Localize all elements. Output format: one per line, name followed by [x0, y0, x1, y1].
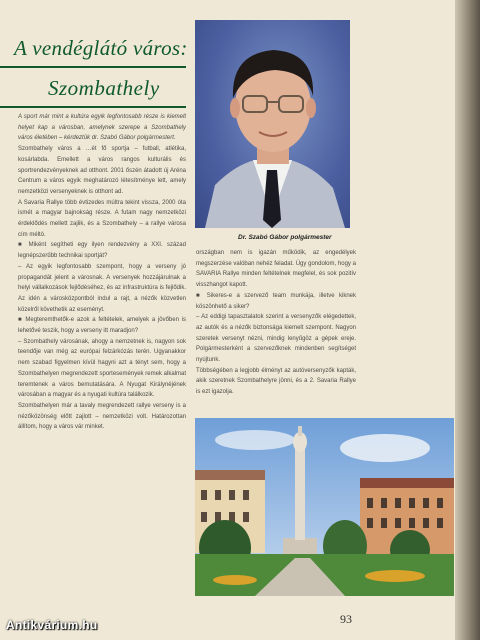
portrait-illustration	[195, 20, 350, 228]
article-title-line2: Szombathely	[48, 76, 160, 100]
portrait-caption: Dr. Szabó Gábor polgármester	[238, 234, 332, 241]
body-paragraph: – Az eddigi tapasztalatok szerint a versenyzők elégedettek, az autók és a nézők biztonsága kiemelt szempont. Nagyon szeretek versenyt nézni, mindig lenyűgöz a gépek ereje. Polgármesterként a szervezőknek mindenben segítséget nyújtunk.	[196, 314, 356, 364]
body-paragraph: Szombathely város a …ét fő sportja – futball, atlétika, kosárlabda. Emellett a város rangos kulturális és sportrendezvényeknek ad otthont. 2001 őszén átadott új Aréna Centrum a város egyik meghatározó létesítménye lett, amely nemzetközi versenyeknek is otthont ad.	[18, 146, 186, 195]
article-column-right	[196, 248, 356, 413]
body-paragraph: A Savaria Rallye több évtizedes múltra tekint vissza, 2000 óta ismét a magyar bajnokság része. A futam nagy nemzetközi érdeklődés mellett zajlik, és a Szombathely – a rallye városa cím méltó.	[18, 199, 186, 238]
body-paragraph: Többségében a legjobb élményt az autóversenyzők kapták, akik szeretnek Szombathelyre jönni, és a 2. Savaria Rallye is ezt igazolja.	[196, 367, 356, 396]
city-square-photo	[195, 418, 454, 596]
interview-question: ■ Sikeres-e a szervező team munkája, illetve kiknek köszönhető a siker?	[196, 292, 356, 310]
interview-question: ■ Miként segítheti egy ilyen rendezvény a XXI. század legnépszerűbb technikai sportját?	[18, 242, 186, 260]
article-title-line1: A vendéglátó város:	[14, 36, 188, 60]
title-divider	[0, 106, 186, 108]
book-gutter	[455, 0, 480, 640]
portrait-photo	[195, 20, 350, 228]
interview-question: ■ Megteremthetők-e azok a feltételek, amelyek a jövőben is lehetővé teszik, hogy a verseny itt maradjon?	[18, 317, 186, 335]
body-paragraph: – Szombathely városának, ahogy a nemzetnek is, nagyon sok teendője van még az európai felzárkózás terén. Ugyanakkor nem szabad figyelmen kívül hagyni azt a tényt sem, hogy a Szombathelyen megrendezett sportesemények remek alkalmat teremtenek a város bemutatására. A Nyugat Királynéjének városában a magyar és a nyugati kultúra találkozik.	[18, 338, 186, 399]
watermark-text: Antikvárium.hu	[6, 618, 98, 632]
title-divider	[0, 66, 186, 68]
lead-paragraph: A sport már mint a kultúra egyik legfontosabb része is kiemelt helyet kap a városban, amelynek szerepe a Szombathely város életében – kérdeztük dr. Szabó Gábor polgármestert.	[18, 114, 186, 142]
page-number: 93	[340, 612, 352, 626]
body-paragraph: – Az egyik legfontosabb szempont, hogy a verseny jó propagandát jelent a városnak. A versenyek hozzájárulnak a helyi vállalkozások fejlődéséhez, és az infrastruktúra is fejlődik. Az idén a városközpontból indul a rajt, a nézők közvetlen közelről követhetik az eseményt.	[18, 263, 186, 313]
article-column-left	[18, 112, 186, 592]
body-paragraph: országban nem is igazán működik, az engedélyek megszerzése valóban nehéz feladat. Úgy gondolom, hogy a SAVARIA Rallye minden feltételnek megfelel, és sok pozitív visszhangot kapott.	[196, 250, 356, 289]
city-square-illustration	[195, 418, 454, 596]
body-paragraph: Szombathelyen már a tavaly megrendezett rallye verseny is a nézőközönség előtt zajlott – nemzetközi volt. Határozottan állítom, hogy a város vár minket.	[18, 402, 186, 431]
